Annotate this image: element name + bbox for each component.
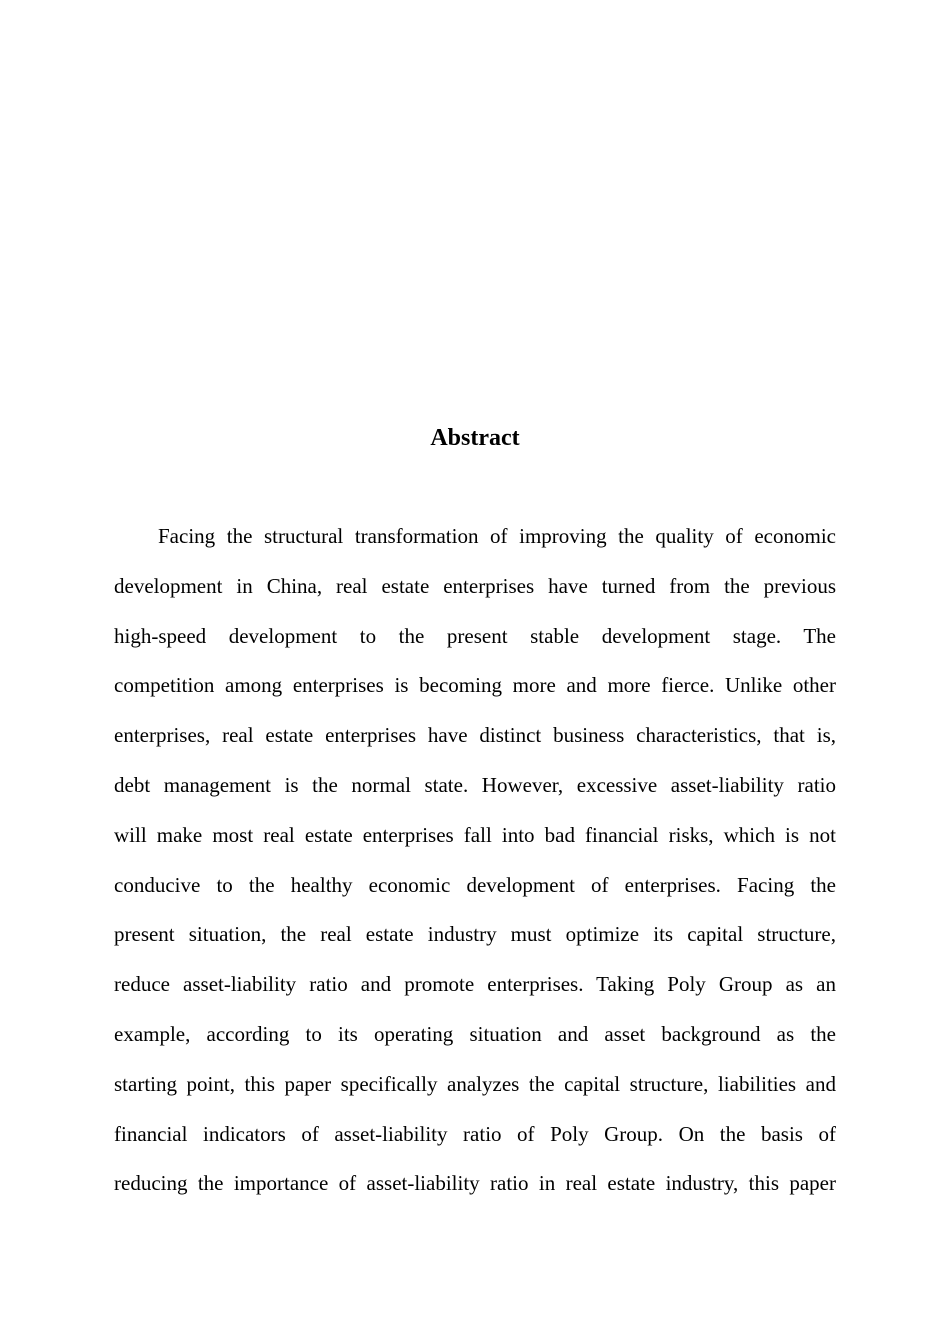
text-line: high-speed development to the present stable development stage. The xyxy=(114,623,836,648)
text-line: conducive to the healthy economic development of enterprises. Facing the xyxy=(114,872,836,897)
text-line: reducing the importance of asset-liability ratio in real estate industry, this paper xyxy=(114,1171,836,1196)
text-line: financial indicators of asset-liability ratio of Poly Group. On the basis of xyxy=(114,1121,836,1146)
text-line: present situation, the real estate industry must optimize its capital structure, xyxy=(114,922,836,947)
text-line: development in China, real estate enterprises have turned from the previous xyxy=(114,573,836,598)
text-line: will make most real estate enterprises fall into bad financial risks, which is not xyxy=(114,822,836,847)
text-line: competition among enterprises is becoming more and more fierce. Unlike other xyxy=(114,673,836,698)
abstract-paragraph xyxy=(114,512,836,1209)
text-line: reduce asset-liability ratio and promote enterprises. Taking Poly Group as an xyxy=(114,972,836,997)
text-line: example, according to its operating situation and asset background as the xyxy=(114,1021,836,1046)
text-line: debt management is the normal state. However, excessive asset-liability ratio xyxy=(114,772,836,797)
text-line: starting point, this paper specifically analyzes the capital structure, liabilities and xyxy=(114,1071,836,1096)
text-line: enterprises, real estate enterprises have distinct business characteristics, that is, xyxy=(114,723,836,748)
text-line: Facing the structural transformation of improving the quality of economic xyxy=(158,524,836,548)
page-title: Abstract xyxy=(430,425,520,451)
